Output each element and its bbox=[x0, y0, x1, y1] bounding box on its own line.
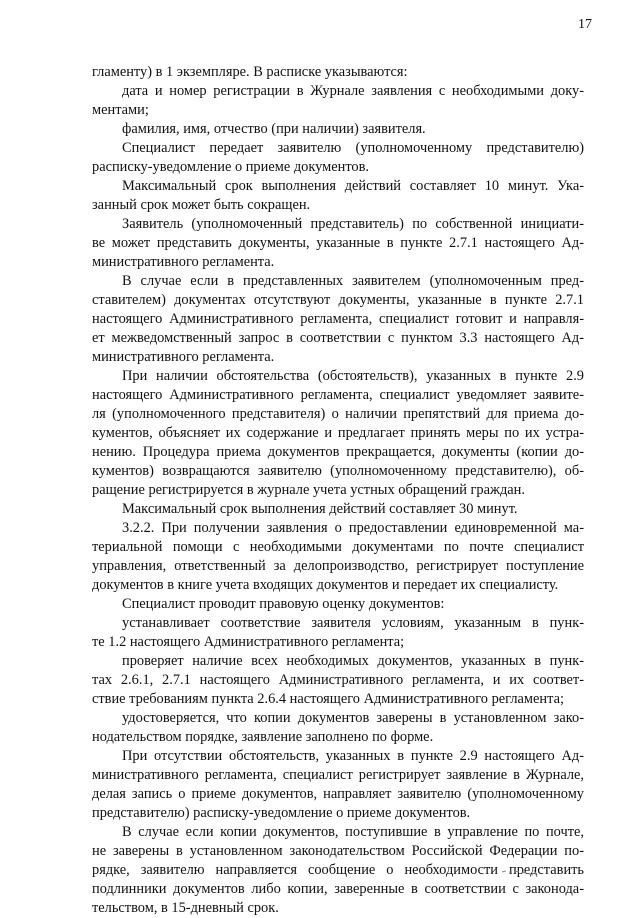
text-line: делая запись о приеме документов, направляет заявителю (уполномоченному bbox=[92, 786, 584, 802]
text-line: управления, ответственный за делопроизводство, регистрирует поступление bbox=[92, 558, 584, 574]
text-line: кументов) возвращаются заявителю (уполномоченному представителю), об- bbox=[92, 463, 584, 479]
text-line: Максимальный срок выполнения действий составляет 30 минут. bbox=[122, 501, 518, 517]
scan-mark bbox=[500, 866, 540, 878]
text-line: подлинники документов либо копии, заверенные в соответствии с законода- bbox=[92, 881, 584, 897]
text-line: Максимальный срок выполнения действий составляет 10 минут. Ука- bbox=[122, 178, 584, 194]
text-line: не заверены в установленном законодательством Российской Федерации по- bbox=[92, 843, 584, 859]
text-line: ет межведомственный запрос в соответствии с пунктом 3.3 настоящего Ад- bbox=[92, 330, 584, 346]
text-line: занный срок может быть сокращен. bbox=[92, 197, 311, 213]
text-line: ментами; bbox=[92, 102, 149, 118]
text-line: При наличии обстоятельства (обстоятельств), указанных в пункте 2.9 bbox=[122, 368, 584, 384]
text-line: Специалист передает заявителю (уполномоченному представителю) bbox=[122, 140, 584, 156]
text-line: министративного регламента. bbox=[92, 349, 275, 365]
text-line: настоящего Административного регламента, специалист уведомляет заявите- bbox=[92, 387, 584, 403]
text-line: ставителем) документах отсутствуют документы, указанные в пункте 2.7.1 bbox=[92, 292, 584, 308]
page-number: 17 bbox=[578, 17, 592, 32]
text-line: тах 2.6.1, 2.7.1 настоящего Административного регламента, и их соответ- bbox=[92, 672, 584, 688]
text-line: В случае если в представленных заявителем (уполномоченным пред- bbox=[122, 273, 584, 289]
text-line: 3.2.2. При получении заявления о предоставлении единовременной ма- bbox=[122, 520, 584, 536]
text-line: проверяет наличие всех необходимых документов, указанных в пунк- bbox=[122, 653, 584, 669]
text-line: министративного регламента. bbox=[92, 254, 275, 270]
text-line: В случае если копии документов, поступившие в управление по почте, bbox=[122, 824, 584, 840]
text-line: При отсутствии обстоятельств, указанных в пункте 2.9 настоящего Ад- bbox=[122, 748, 584, 764]
text-line: расписку-уведомление о приеме документов. bbox=[92, 159, 370, 175]
text-line: документов в книге учета входящих документов и передает их специалисту. bbox=[92, 577, 559, 593]
text-line: рядке, заявителю направляется сообщение о необходимости представить bbox=[92, 862, 584, 878]
text-line: гламенту) в 1 экземпляре. В расписке указываются: bbox=[92, 64, 408, 80]
text-line: те 1.2 настоящего Административного регламента; bbox=[92, 634, 405, 650]
text-line: нению. Процедура приема документов прекращается, документы (копии до- bbox=[92, 444, 584, 460]
text-line: фамилия, имя, отчество (при наличии) заявителя. bbox=[122, 121, 426, 137]
text-line: кументов, объясняет их содержание и предлагает принять меры по их устра- bbox=[92, 425, 584, 441]
text-line: удостоверяется, что копии документов заверены в установленном зако- bbox=[122, 710, 584, 726]
text-line: представителю) расписку-уведомление о приеме документов. bbox=[92, 805, 471, 821]
text-line: ствие требованиям пункта 2.6.4 настоящего Административного регламента; bbox=[92, 691, 564, 707]
text-line: министративного регламента, специалист регистрирует заявление в Журнале, bbox=[92, 767, 584, 783]
text-line: тельством, в 15-дневный срок. bbox=[92, 900, 279, 916]
text-line: ве может представить документы, указанные в пункте 2.7.1 настоящего Ад- bbox=[92, 235, 584, 251]
text-line: Специалист проводит правовую оценку документов: bbox=[122, 596, 445, 612]
text-line: Заявитель (уполномоченный представитель) по собственной инициати- bbox=[122, 216, 584, 232]
text-line: териальной помощи с необходимыми документами по почте специалист bbox=[92, 539, 584, 555]
text-line: ля (уполномоченного представителя) о наличии препятствий для приема до- bbox=[92, 406, 584, 422]
text-line: устанавливает соответствие заявителя условиям, указанным в пунк- bbox=[122, 615, 584, 631]
text-line: ращение регистрируется в журнале учета устных обращений граждан. bbox=[92, 482, 525, 498]
text-line: дата и номер регистрации в Журнале заявления с необходимыми доку- bbox=[122, 83, 584, 99]
text-line: нодательством порядке, заявление заполнено по форме. bbox=[92, 729, 434, 745]
text-line: настоящего Административного регламента, специалист готовит и направля- bbox=[92, 311, 584, 327]
